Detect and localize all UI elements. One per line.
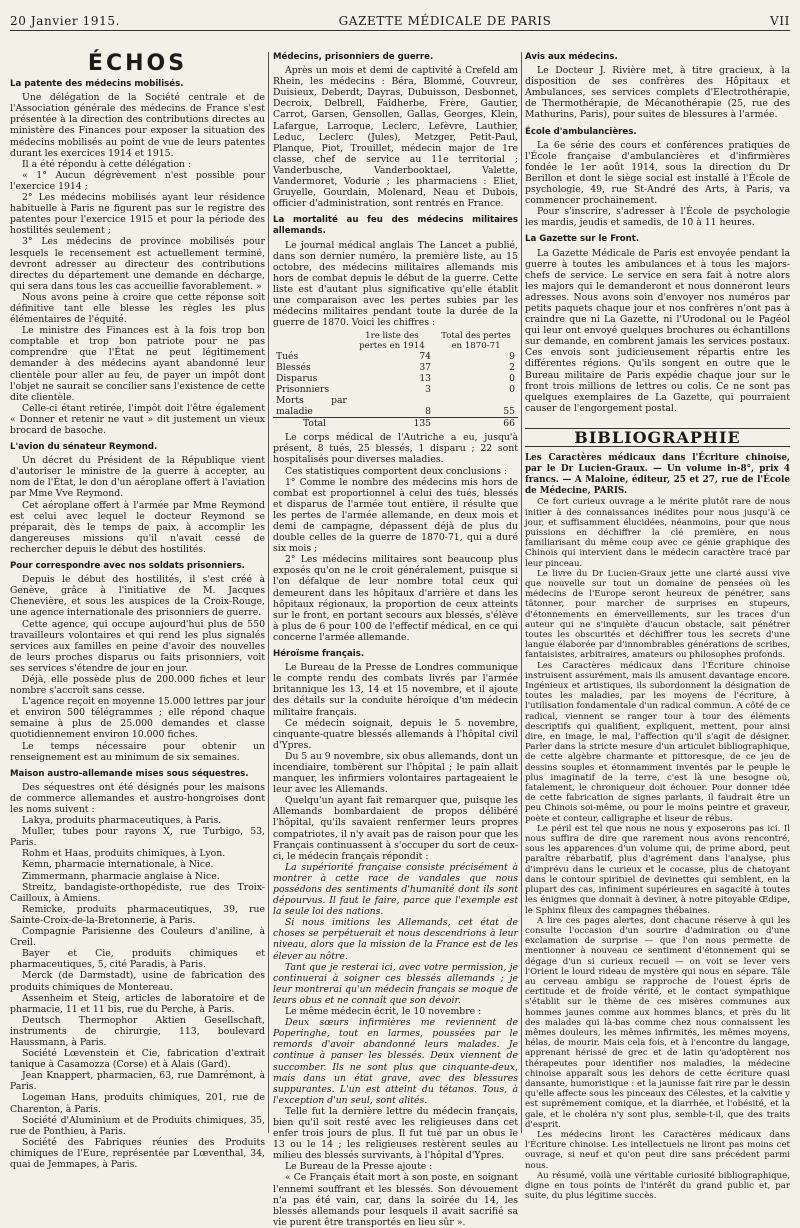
paragraph: Cet aéroplane offert à l'armée par Mme Reymond est celui avec lequel le docteur Reymond se préparait, dès le temps de paix, à accomplir les dangereuses missions qu'il n'avait cessé de rechercher depuis le début des hostilités. [10,499,265,555]
echos-title: ÉCHOS [87,51,188,76]
table-row [273,395,518,418]
column-divider [268,52,269,1133]
section-heading: Héroïsme français. [273,649,365,660]
paragraph: Il a été répondu à cette délégation : [22,158,192,170]
paragraph: A lire ces pages alertes, dont chacune réserve à qui les consulte l'occasion d'un sourire d'admiration ou d'une exclamation de surprise — que l'on nous permette de mentionner à nouveau ce sentiment d'étonnement qui se dégage d'un si curieux recueil — on voit se lever vers l'Orient le lourd rideau de mystère qui nous en sépare. Tâle au cerveau ambigu se rapproche de l'ouest épris de certitude et de froide vérité, et le contact sympathique s'établit sur le thème de ces misères communes aux hommes jaunes comme aux hommes blancs, et près du lit des malades qui là-bas comme chez nous connaissent les mêmes douleurs, les mêmes infirmités, les mêmes moyens, hélas, de mourir. Mais cela fois, et à l'encontre du langage, apprenant hérissé de grec et de latin qu'adoptèrent nos thérapeutes pour identifier nos maladies, la médecine chinoise apparaît sous les dehors de cette écriture quasi dansante, humoristique : et la jaunisse fait rire par le dessin qu'elle affecte sous les pinceaux des Célestes, et la calvitie y est suprêmement comique, et la diarrhée, et l'obésité, et la gale, et le choléra n'y sont plus, semble-t-il, que des traits d'esprit. [525,915,790,1130]
paragraph: Ce fort curieux ouvrage a le mérite plutôt rare de nous initier à des connaissances inédites pour nous jusqu'à ce jour, et suffisamment élucidées, néanmoins, pour que nous puissions en déchiffrer la clé première, en nous familiarisant du même coup avec ce génie graphique des Chinois qui intervient dans le médecin caractère tracé par leur pinceau. [525,497,790,569]
quote: Deux sœurs infirmières me reviennent de Poperinghe, tout en larmes, poussées par le remords d'avoir abandonné leurs malades. Je continue à panser les blessés. Deux viennent de succomber. Ils ne sont plus que cinquante-deux, mais dans un état grave, avec des blessures suppurantes. L'un est atteint du tétanos. Tous, à l'exception d'un seul, sont alités. [273,1017,518,1106]
section-heading: Médecins, prisonniers de guerre. [273,52,434,62]
column-3 [525,52,790,1202]
paragraph: Nous avons peine à croire que cette réponse soit définitive tant elle blesse les règles les plus élémentaires de l'équité. [10,291,265,326]
table-cell: 66 [434,418,518,430]
table-cell: 74 [419,351,432,363]
list-item: Jean Knappert, pharmacien, 63, rue Damrémont, à Paris. [10,1070,265,1093]
table-row [273,351,518,362]
table-cell: Prisonniers [276,384,330,396]
section-heading: La Gazette sur le Front. [525,234,640,245]
table-row [273,384,518,395]
book-reference: Les Caractères médicaux dans l'Écriture chinoise, par le Dr Lucien-Graux. — Un volume in-8°, prix 4 francs. — A Maloine, éditeur, 25 et 27, rue de l'École de Médecine, PARIS. [525,453,790,497]
paragraph: 1° Comme le nombre des médecins mis hors de combat est proportionnel à celui des tués, blessés et disparus de l'armée tout entière, il résulte que les pertes de l'armée allemande, en deux mois et demi de campagne, dépassent déjà de plus du double celles de la guerre de 1870-71, qui a duré six mois ; [273,476,518,555]
section-heading: La patente des médecins mobilisés. [10,79,184,90]
column-divider [521,52,522,1133]
section-heading: La mortalité au feu des médecins militaires allemands. [273,215,518,237]
column-2 [273,52,519,1228]
header-date: 20 Janvier 1915. [10,14,121,28]
paragraph: La 6e série des cours et conférences pratiques de l'École française d'ambulancières et d'infirmières fondée le 1er août 1914, sous la direction du Dr Berillon et dont le siège social est installé à l'École de psychologie, 49, rue St-André des Arts, à Paris, va commencer prochainement. [525,139,790,207]
paragraph: L'agence reçoit en moyenne 15.000 lettres par jour et environ 500 télégrammes ; elle répond chaque semaine à plus de 25.000 demandes et classe quotidiennement environ 10.000 fiches. [10,696,265,741]
table-cell: Total [273,418,350,430]
paragraph: Le Bureau de la Presse ajoute : [285,1161,433,1173]
paragraph: Ce médecin soignait, depuis le 5 novembre, cinquante-quatre blessés allemands à l'hôpital civil d'Ypres. [273,717,518,751]
paragraph: Le temps nécessaire pour obtenir un renseignement est au minimum de six semaines. [10,740,265,763]
table-cell: 135 [350,418,434,430]
paragraph: Des séquestres ont été désignés pour les maisons de commerce allemandes et austro-hongroises dont les noms suivent : [10,781,265,815]
list-item: Remicke, produits pharmaceutiques, 39, rue Sainte-Croix-de-la-Bretonnerie, à Paris. [10,903,265,926]
list-item: Société d'Aluminium et de Produits chimiques, 35, rue de Ponthieu, à Paris. [10,1114,265,1137]
paragraph: Le journal médical anglais The Lancet a publié, dans son dernier numéro, la première liste, au 15 octobre, des médecins militaires allemands mis hors de combat depuis le début de la guerre. Cette liste est d'autant plus significative qu'elle établit une comparaison avec les pertes subies par les médecins militaires pendant toute la durée de la guerre de 1870. Voici les chiffres : [273,239,518,329]
section-heading: Avis aux médecins. [525,52,618,62]
list-item: Kemn, pharmacie internationale, à Nice. [22,859,214,871]
table-cell: 9 [509,351,515,363]
table-row [273,373,518,384]
header-page-number: VII [770,14,790,28]
paragraph: Après un mois et demi de captivité à Crefeld am Rhein, les médecins : Béra, Blommé, Couvreur, Duisieux, Deberdt, Dayras, Dubuisson, Desbonnet, Decroix, Delbrell, Faidherbe, Frère, Gautier, Carrot, Garsen, Gensollen, Gallas, Georges, Klein, Lafargue, Larroque, Leclerc, Lefèvre, Lauthier, Leduc, Leclerc (Jules), Metzger, Petit-Paul, Planque, Piot, Trouillet, médecin major de 1re classe, chef de service au 11e territorial ; Vanderbusche, Vanderbooktael, Valette, Vandermoret, Vodurie ; les pharmaciens : Eliet, Gruyelle, Gourdain, Molenard, Neau et Dubois, officier d'administration, sont rentrés en France. [273,65,518,210]
table-cell: 37 [419,362,432,374]
paragraph: 2° Les médecins militaires sont beaucoup plus exposés qu'on ne le croit généralement, puisque si l'on défalque de leur nombre total ceux qui demeurent dans les hôpitaux d'arrière et dans les hôpitaux régionaux, la proportion de ceux atteints sur le front, en portant secours aux blessés, s'élève à plus de 6 pour 100 de l'effectif médical, en ce qui concerne l'armée allemande. [273,554,518,643]
section-heading: Pour correspondre avec nos soldats prisonniers. [10,561,245,572]
table-cell: Tués [276,351,299,363]
section-heading: L'avion du sénateur Reymond. [10,442,158,453]
sequestre-list [10,815,265,1170]
list-item: Compagnie Parisienne des Couleurs d'aniline, à Creil. [10,926,265,949]
quote: Si nous imitions les Allemands, cet état de choses se perpétuerait et nous descendrions à leur niveau, alors que la mission de la France est de les élever au nôtre. [273,917,518,962]
paragraph: Le péril est tel que nous ne nous y exposerons pas ici. Il nous suffira de dire que rarement nous avons rencontré, sous les apparences d'un volume qui, de prime abord, peut paraître rébarbatif, plus d'agrément dans l'analyse, plus d'imprévu dans le curieux et le cocasse, plus de chatoyant dans le contour spirituel de devinettes qui semblent, en la plupart des cas, infiniment supérieures en sagacité à toutes les énigmes que donnait à deviner, à notre pitoyable Œdipe, le Sphinx fileux des campagnes thébaines. [525,823,790,916]
list-item: Lakya, produits pharmaceutiques, à Paris. [22,815,222,827]
table-cell: Blessés [276,362,311,374]
list-item: Assenheim et Steig, articles de laboratoire et de pharmacie, 11 et 11 bis, rue du Perche, à Paris. [10,992,265,1015]
list-item: « 1° Aucun dégrèvement n'est possible pour l'exercice 1914 ; [10,169,265,192]
paragraph: La Gazette Médicale de Paris est envoyée pendant la guerre à toutes les ambulances et à tous les majors-chefs de service. Le service en sera fait à notre alors les majors qui le demanderont et nous donneront leurs adresses. Nous avons soin d'envoyer nos numéros par petits paquets chaque jour et nos confrères n'ont pas à craindre que ni La Gazette, ni l'Urodonal ou le Pagéol qui leur ont envoyé quelques brochures ou échantillons sur demande, en combrent jamais les services postaux. Ces envois sont judicieusement répartis entre les différentes régions. Qu'ils songent en outre que le Bureau militaire de Paris expédie chaque jour sur le front trois millions de lettres ou colis. Ce ne sont pas quelques exemplaires de La Gazette, qui pourraient causer de l'engorgement postal. [525,247,790,414]
table-cell: Disparus [276,373,318,385]
bibliographie-title: BIBLIOGRAPHIE [525,428,790,447]
list-item: Muller, tubes pour rayons X, rue Turbigo, 53, Paris. [10,826,265,849]
table-cell: Morts par maladie [276,395,347,418]
paragraph: Du 5 au 9 novembre, six obus allemands, dont un incendiaire, tombèrent sur l'hôpital ; le pain allait manquer, les infirmiers volontaires partageaient le leur avec les Allemands. [273,750,518,796]
list-item: Société des Fabriques réunies des Produits chimiques de l'Eure, représentée par Lœventhal, 34, quai de Jemmapes, à Paris. [10,1136,265,1170]
table-cell: 2 [509,362,515,374]
page-header [10,6,790,31]
list-item: Zimmermann, pharmacie anglaise à Nice. [22,870,220,882]
table-cell: 8 [425,406,432,418]
table-cell: 13 [419,373,432,385]
table-cell: 3 [425,384,432,396]
paragraph: Déjà, elle possède plus de 200.000 fiches et leur nombre s'accroît sans cesse. [10,673,265,697]
header-title: GAZETTE MÉDICALE DE PARIS [338,14,552,28]
table-cell: 55 [503,406,515,418]
paragraph: Le ministre des Finances est à la fois trop bon comptable et trop bon patriote pour ne pas comprendre que l'État ne peut légitimement demander à des médecins ayant abandonné leur clientèle pour aller au feu, de payer un impôt dont l'objet ne saurait se concilier sans l'existence de cette dite clientèle. [10,325,265,403]
quote: « Ce Français était mort à son poste, en soignant l'ennemi souffrant et les blessés. Son dévouement n'a pas été vain, car, dans la soirée du 14, les blessés allemands pour lesquels il avait sacrifié sa vie purent être transportés en lieu sûr ». [273,1172,518,1228]
list-item: Logeman Hans, produits chimiques, 201, rue de Charenton, à Paris. [10,1092,265,1115]
paragraph: Les médecins liront les Caractères médicaux dans l'Écriture chinoise. Les intellectuels ne liront pas moins cet ouvrage, si neuf et qu'on peut dire sans précédent parmi nous. [525,1129,790,1171]
paragraph: Quelqu'un ayant fait remarquer que, puisque les Allemands bombardaient de propos délibéré l'hôpital, qu'ils savaient renfermer leurs propres compatriotes, il n'y avait pas de raison pour que les Français continuassent à s'occuper du sort de ceux-ci, le médecin français répondit : [273,795,519,862]
paragraph: Pour s'inscrire, s'adresser à l'École de psychologie les mardis, jeudis et samedis, de 10 à 11 heures. [525,206,790,229]
paragraph: Le Bureau de la Presse de Londres communique le compte rendu des combats livrés par l'armée britannique les 13, 14 et 15 novembre, et il ajoute des détails sur la conduite héroïque d'un médecin militaire français. [273,662,518,718]
table-header: 1re liste des pertes en 1914 [359,331,425,352]
quote: Tant que je resterai ici, avec votre permission, je continuerai à soigner ces blessés allemands ; je leur montrerai qu'un médecin français se moque de leurs obus et ne connaît que son devoir. [273,961,518,1006]
paragraph: Telle fut la dernière lettre du médecin français, bien qu'il soit resté avec les religieuses dans cet enfer trois jours de plus. Il fut tué par un obus le 13 ou le 14 ; les religieuses restèrent seules au milieu des blessés survivants, à l'hôpital d'Ypres. [273,1105,518,1162]
list-item: Bayer et Cie, produits chimiques et pharmaceutiques, 5, cité Paradis, à Paris. [10,948,265,971]
section-heading: École d'ambulancières. [525,126,637,137]
paragraph: Le corps médical de l'Autriche a eu, jusqu'à présent, 8 tués, 25 blessés, 1 disparu ; 22 sont hospitalisés pour diverses maladies. [273,432,518,466]
table-total-row [273,418,518,430]
list-item: 2° Les médecins mobilisés ayant leur résidence habituelle à Paris ne figurent pas sur le registre des patentes pour l'exercice 1915 et pour la période des hostilités seulement ; [10,192,265,237]
column-1 [10,51,265,1170]
list-item: Société Lœvenstein et Cie, fabrication d'extrait tanique à Casamozza (Corse) et à Alais (Gard). [10,1048,265,1071]
review-body [525,497,790,1201]
paragraph: Une délégation de la Société centrale et de l'Association générale des médecins de France s'est présentée à la direction des contributions directes au ministère des Finances pour exposer la situation des médecins mobilisés au point de vue de leurs patentes durant les exercices 1914 et 1915. [10,92,265,159]
paragraph: Le livre du Dr Lucien-Graux jette une clarté aussi vive que nouvelle sur tout un domaine de pensées où les médecins de l'Europe seront heureux de pénétrer, sans tâtonner, pour marcher de surprises en stupeurs, d'étonnements en émerveillements, sur les traces d'un auteur qui ne s'inquiète d'aucun obstacle, sait pénétrer toutes les obscurités et déchiffrer tous les secrets d'une langue élaborée par d'innombrables générations de scribes, fantaisistes, arbitraires, amateurs ou philosophes profonds. [525,568,790,661]
paragraph: Le Docteur J. Rivière met, à titre gracieux, à la disposition de ses confrères des Hôpitaux et Ambulances, ses services complets d'Electrothérapie, de Thermothérapie, de Mécanothérapie (25, rue des Mathurins, Paris), pour suites de blessures à l'armée. [525,65,790,121]
list-item: 3° Les médecins de province mobilisés pour lesquels le recensement est actuellement terminé, devront adresser au directeur des contributions directes du département une demande en décharge, qui sera dans tous les cas accueillie favorablement. » [10,236,265,292]
section-heading: Maison austro-allemande mises sous séquestres. [10,768,249,779]
paragraph: Depuis le début des hostilités, il s'est créé à Genève, grâce à l'initiative de M. Jacques Chenevière, et sous les auspices de la Croix-Rouge, une agence internationale des prisonniers de guerre. [10,574,265,619]
list-item: Deutsch Thermophor Aktien Gesellschaft, instruments de chirurgie, 113, boulevard Haussmann, à Paris. [10,1014,265,1048]
paragraph: Un décret du Président de la République vient d'autoriser le ministre de la guerre à accepter, au nom de l'État, le don d'un aéroplane offert à l'aviation par Mme Vve Reymond. [10,455,265,500]
mortality-table [273,331,518,429]
table-header: Total des pertes en 1870-71 [441,331,511,352]
list-item: Merck (de Darmstadt), usine de fabrication des produits chimiques de Montereau. [10,970,265,993]
table-row [273,362,518,373]
paragraph: Ces statistiques comportent deux conclusions : [285,465,508,477]
table-cell: 0 [509,373,515,385]
paragraph: Au résumé, voilà une véritable curiosité bibliographique, digne en tous points de l'intérêt du grand public et, par suite, du plus légitime succès. [525,1170,790,1202]
list-item: Streitz, bandagiste-orthopédiste, rue des Troix-Cailloux, à Amiens. [10,881,265,904]
paragraph: Cette agence, qui occupe aujourd'hui plus de 550 travailleurs volontaires et qui rend les plus signalés services aux familles en peine d'avoir des nouvelles de leurs proches disparus ou faits prisonniers, voit ses services s'étendre de jour en jour. [10,618,265,674]
list-item: Rohm et Haas, produits chimiques, à Lyon. [22,848,226,860]
paragraph: Le même médecin écrit, le 10 novembre : [285,1006,482,1018]
paragraph: Celle-ci étant retirée, l'impôt doit l'être également « Donner et retenir ne vaut » dit justement un vieux brocard de basoche. [10,402,265,436]
table-cell: 0 [509,384,515,396]
quote: La supériorité française consiste précisément à montrer à cette race de vandales que nous possédons des sentiments d'humanité dont ils sont dépourvus. Il faut le faire, parce que l'exemple est la seule loi des nations. [273,861,518,918]
paragraph: Les Caractères médicaux dans l'Écriture chinoise instruisent assurément, mais ils amusent davantage encore. Ingénieux et artistiques, ils subordonnent la désignation de toutes les maladies, par les moyens de l'écriture, à l'utilisation fondamentale d'un radical commun. A côté de ce radical, viennent se ranger tour à tour des éléments descriptifs qui qualifient, expliquent, mettent, pour ainsi dire, en image, le mal, l'affection qu'il s'agit de désigner. Parler dans la stricte mesure d'un articulet bibliographique, de cette algèbre charmante et pittoresque, de ce jeu de dessins souples et étonnamment inventés par le peuple le plus imaginatif de la terre, c'est là une besogne où, fatalement, le chroniqueur doit échouer. Pour donner idée de cette fabrication de signes parlants, il faudrait être un peu Chinois soi-même, ou pour le moins peintre et graveur, poète et conteur, calligraphe et liseur de rébus. [525,660,790,824]
